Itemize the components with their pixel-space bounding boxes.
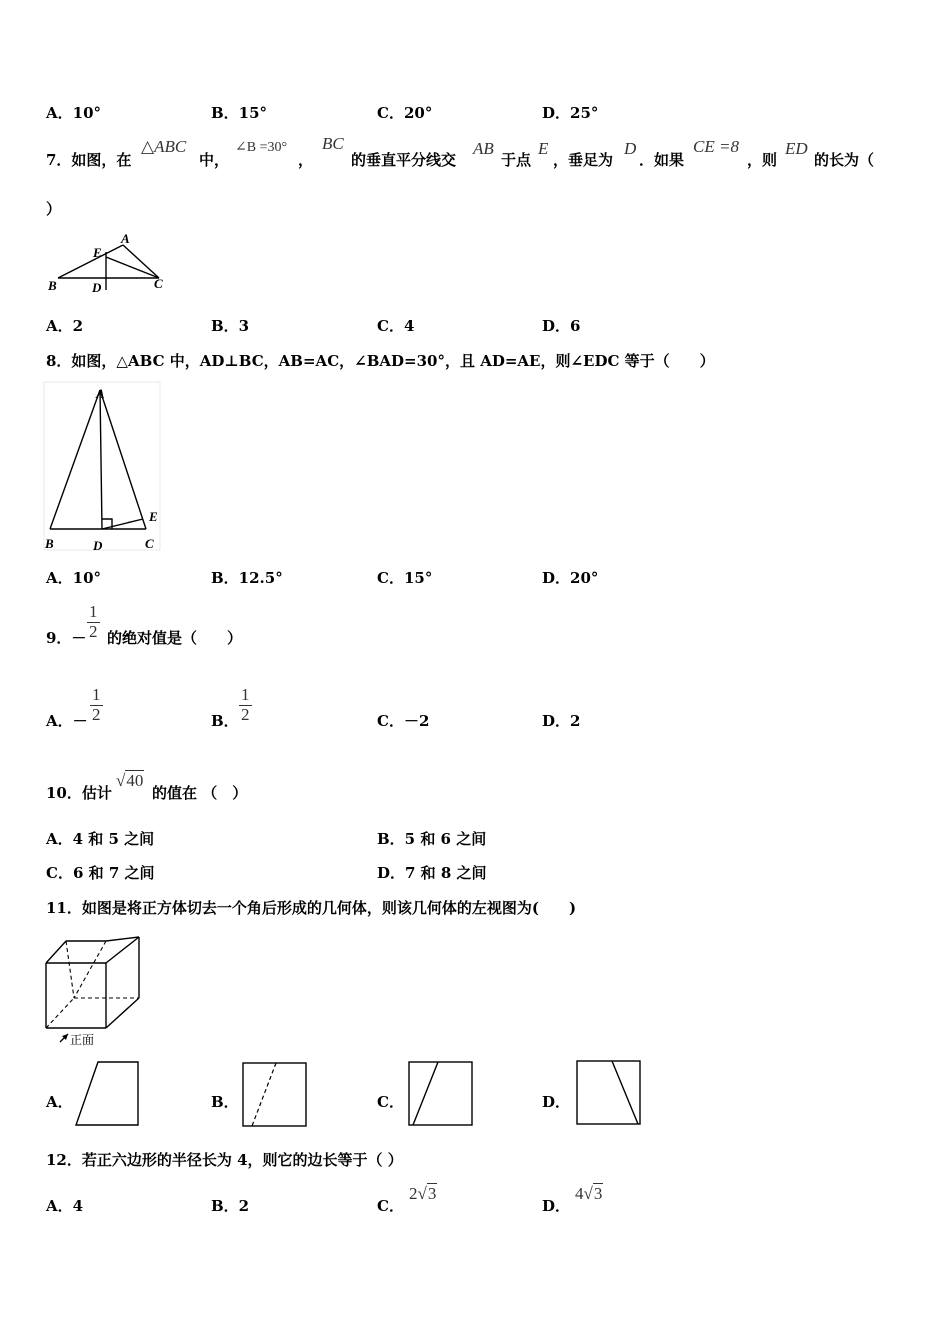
q12-option-a: A．4 xyxy=(46,1197,84,1215)
q7-math-d: D xyxy=(624,139,637,158)
q10-option-d: D．7 和 8 之间 xyxy=(377,864,487,882)
fraction-denominator: 2 xyxy=(92,704,101,724)
radicand: 3 xyxy=(427,1184,437,1203)
segment-ab xyxy=(50,390,100,529)
q7-text: 的长为（ xyxy=(814,151,875,169)
hidden-edge-cut-right xyxy=(74,941,106,998)
q9-option-b-label: B． xyxy=(211,712,239,730)
hidden-edge-left-bottom xyxy=(46,998,74,1028)
q7-math-triangle-abc: △ABC xyxy=(141,137,187,156)
q10-option-b: B．5 和 6 之间 xyxy=(377,830,487,848)
q7-text: ， xyxy=(298,151,314,169)
q7-option-c: C．4 xyxy=(377,317,415,335)
q7-text: ，则 xyxy=(747,151,778,169)
fraction-denominator: 2 xyxy=(241,704,250,724)
label-c: C xyxy=(145,536,154,551)
radicand: 3 xyxy=(593,1184,603,1203)
q10-sqrt-40: √40 xyxy=(116,771,144,790)
label-e: E xyxy=(149,509,158,524)
q7-text: 中， xyxy=(199,151,230,169)
q11-stem: 11．如图是将正方体切去一个角后形成的几何体，则该几何体的左视图为( ) xyxy=(46,899,577,917)
q9-fraction xyxy=(87,603,100,641)
q7-math-ce-8: CE =8 xyxy=(693,137,739,156)
segment-ec xyxy=(106,257,159,278)
q9-prefix: 9．－ xyxy=(46,629,87,647)
q6-option-a: A．10° xyxy=(46,104,102,122)
q11-option-c-label: C． xyxy=(377,1093,404,1111)
q10-suffix: 的值在 （ ） xyxy=(152,784,248,802)
q7-math-e: E xyxy=(538,139,549,158)
segment-ac xyxy=(123,245,159,278)
fraction-numerator: 1 xyxy=(89,602,98,621)
edge-bottom-right xyxy=(106,998,139,1028)
q11-option-a-label: A． xyxy=(46,1093,73,1111)
q7-option-a: A．2 xyxy=(46,317,84,335)
front-arrow-icon xyxy=(60,1034,68,1042)
q6-option-b: B．15° xyxy=(211,104,268,122)
q7-number: 7．如图，在 xyxy=(46,151,132,169)
q11-option-c-figure xyxy=(408,1061,474,1127)
q7-math-ed: ED xyxy=(785,139,808,158)
q12-option-d-math: 4√3 xyxy=(575,1184,603,1203)
q7-option-d: D．6 xyxy=(542,317,581,335)
q12-option-c-label: C． xyxy=(377,1197,404,1215)
q12-stem: 12．若正六边形的半径长为 4，则它的边长等于（ ） xyxy=(46,1151,403,1169)
label-a: A xyxy=(121,231,130,246)
q7-math-ab: AB xyxy=(473,139,494,158)
q9-option-a-label: A．－ xyxy=(46,712,88,730)
q8-option-c: C．15° xyxy=(377,569,433,587)
q11-cube-figure xyxy=(44,935,144,1047)
q7-text: 的垂直平分线交 xyxy=(351,151,457,169)
q12-option-b: B．2 xyxy=(211,1197,250,1215)
fraction-numerator: 1 xyxy=(92,685,101,704)
q7-math-bc: BC xyxy=(322,134,344,153)
q11-option-d-figure xyxy=(576,1060,642,1126)
q9-option-b-fraction xyxy=(239,686,252,724)
coefficient: 2 xyxy=(409,1184,418,1203)
q8-stem: 8．如图，△ABC 中，AD⊥BC，AB=AC，∠BAD=30°，且 AD=AE，则∠EDC 等于（ ） xyxy=(46,352,715,370)
q10-option-c: C．6 和 7 之间 xyxy=(46,864,155,882)
q8-option-b: B．12.5° xyxy=(211,569,283,587)
fraction-numerator: 1 xyxy=(241,685,250,704)
label-b: B xyxy=(45,536,54,551)
edge-top-left xyxy=(46,941,66,963)
label-a: A xyxy=(96,386,105,401)
coefficient: 4 xyxy=(575,1184,584,1203)
q7-text: ．如果 xyxy=(639,151,685,169)
fraction-denominator: 2 xyxy=(89,621,98,641)
q11-option-b-label: B． xyxy=(211,1093,239,1111)
label-c: C xyxy=(154,276,163,291)
segment-ac xyxy=(100,390,146,529)
q7-option-b: B．3 xyxy=(211,317,250,335)
q7-text: 于点 xyxy=(501,151,532,169)
q9-suffix: 的绝对值是（ ） xyxy=(107,629,243,647)
q7-figure xyxy=(44,230,174,296)
q8-option-d: D．20° xyxy=(542,569,599,587)
q10-prefix: 10．估计 xyxy=(46,784,112,802)
q7-math-angle-b: ∠B =30° xyxy=(235,140,288,155)
label-e: E xyxy=(93,245,102,260)
label-b: B xyxy=(48,278,57,293)
label-d: D xyxy=(92,280,102,295)
q7-close-paren: ） xyxy=(46,200,62,218)
segment-ba xyxy=(58,245,123,278)
segment-ad xyxy=(100,390,102,529)
q8-figure xyxy=(44,382,164,554)
q11-option-d-label: D． xyxy=(542,1093,571,1111)
q12-option-c-math: 2√3 xyxy=(409,1184,437,1203)
q11-option-b-figure xyxy=(242,1062,308,1128)
label-d: D xyxy=(93,538,103,553)
q9-option-d: D．2 xyxy=(542,712,581,730)
q10-option-a: A．4 和 5 之间 xyxy=(46,830,155,848)
segment-de xyxy=(102,519,143,529)
q7-text: ，垂足为 xyxy=(553,151,614,169)
q6-option-d: D．25° xyxy=(542,104,599,122)
radicand: 40 xyxy=(126,771,144,790)
q9-option-a-fraction xyxy=(90,686,103,724)
q12-option-d-label: D． xyxy=(542,1197,571,1215)
q8-option-a: A．10° xyxy=(46,569,102,587)
hidden-edge-cut-left xyxy=(66,941,74,998)
front-label: 正面 xyxy=(70,1033,95,1047)
q9-option-c: C．－2 xyxy=(377,712,430,730)
q6-option-c: C．20° xyxy=(377,104,433,122)
q11-option-a-figure xyxy=(74,1060,140,1128)
